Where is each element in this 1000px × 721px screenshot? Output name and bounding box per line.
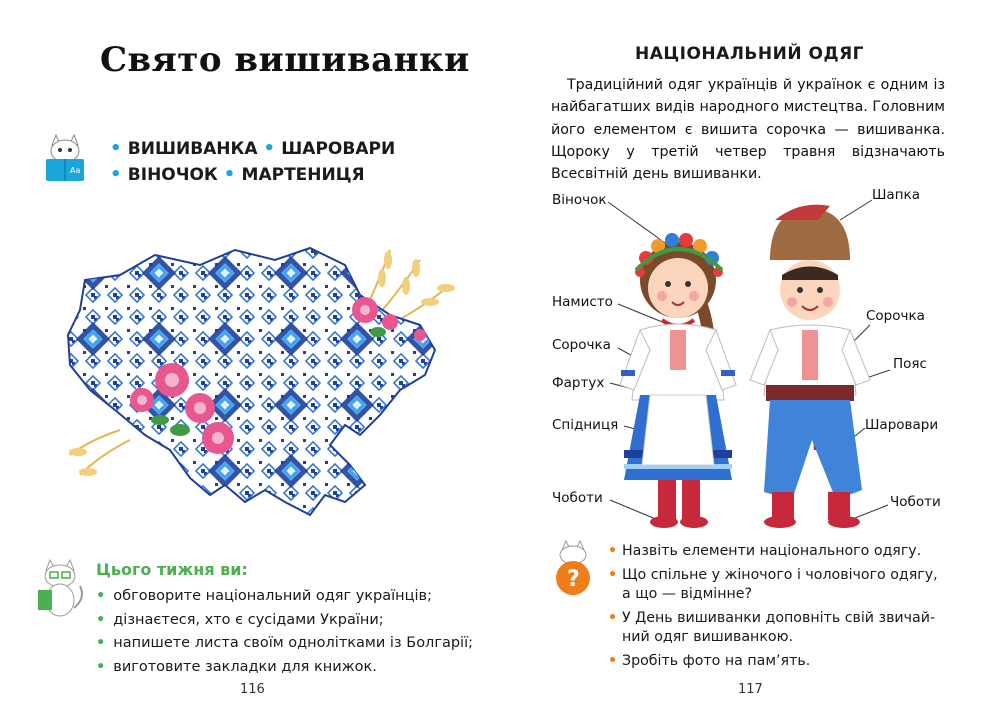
vocab-word: ВИШИВАНКА [127, 139, 258, 159]
reading-cat-icon [40, 133, 90, 185]
list-item: • Зробіть фото на пам’ять. [608, 652, 948, 672]
list-item: • Що спільне у жіночого і чоловічого одягу, а що — відмінне? [608, 566, 948, 605]
page-number: 116 [240, 682, 265, 697]
week-goals-list [96, 585, 473, 679]
teacher-cat-icon [30, 558, 90, 620]
vocab-word: МАРТЕНИЦЯ [241, 165, 365, 185]
label-trousers: Шаровари [865, 417, 939, 433]
right-page [500, 0, 1000, 721]
vocab-line-1: • ВИШИВАНКА • ШАРОВАРИ [110, 138, 396, 159]
section-heading: НАЦІОНАЛЬНИЙ ОДЯГ [635, 44, 865, 64]
svg-text:?: ? [567, 567, 580, 592]
intro-paragraph: Традиційний одяг українців й українок є одним із найбагатших видів народного мистецтва. Головним його елементом є вишита сорочка — вишиванка. Щороку у третій четвер травня відзначають Всесвітній день вишиванки. [551, 77, 945, 183]
page-title: Свято вишиванки [100, 40, 470, 80]
list-item: • виготовите закладки для книжок. [96, 656, 473, 680]
vocab-word: ВІНОЧОК [127, 165, 218, 185]
label-wreath: Віночок [552, 192, 607, 208]
questions-list [608, 542, 948, 675]
girl-figure [620, 233, 736, 528]
label-shirt-girl: Сорочка [552, 337, 611, 353]
label-skirt: Спідниця [552, 417, 619, 433]
list-item: • обговорите національний одяг українців; [96, 585, 473, 609]
page-number: 117 [738, 682, 763, 697]
question-cat-icon [550, 540, 596, 598]
list-item: • дізнаєтеся, хто є сусідами України; [96, 609, 473, 633]
label-shirt-boy: Сорочка [866, 308, 925, 324]
list-item: • Назвіть елементи національного одягу. [608, 542, 948, 562]
label-boots-girl: Чоботи [552, 490, 603, 506]
embroidered-ukraine-map [60, 240, 460, 530]
list-item: • напишете листа своїм однолітками із Болгарії; [96, 632, 473, 656]
vocab-line-2: • ВІНОЧОК • МАРТЕНИЦЯ [110, 164, 365, 185]
vocab-word: ШАРОВАРИ [281, 139, 396, 159]
label-boots-boy: Чоботи [890, 494, 941, 510]
boy-figure [750, 205, 870, 528]
list-item: • У День вишиванки доповніть свій звичай-ний одяг вишиванкою. [608, 609, 948, 648]
label-belt: Пояс [893, 356, 927, 372]
week-goals-heading: Цього тижня ви: [96, 560, 248, 579]
label-hat: Шапка [872, 187, 920, 203]
svg-text:Aa: Aa [70, 166, 81, 175]
label-apron: Фартух [552, 375, 605, 391]
label-necklace: Намисто [552, 294, 613, 310]
